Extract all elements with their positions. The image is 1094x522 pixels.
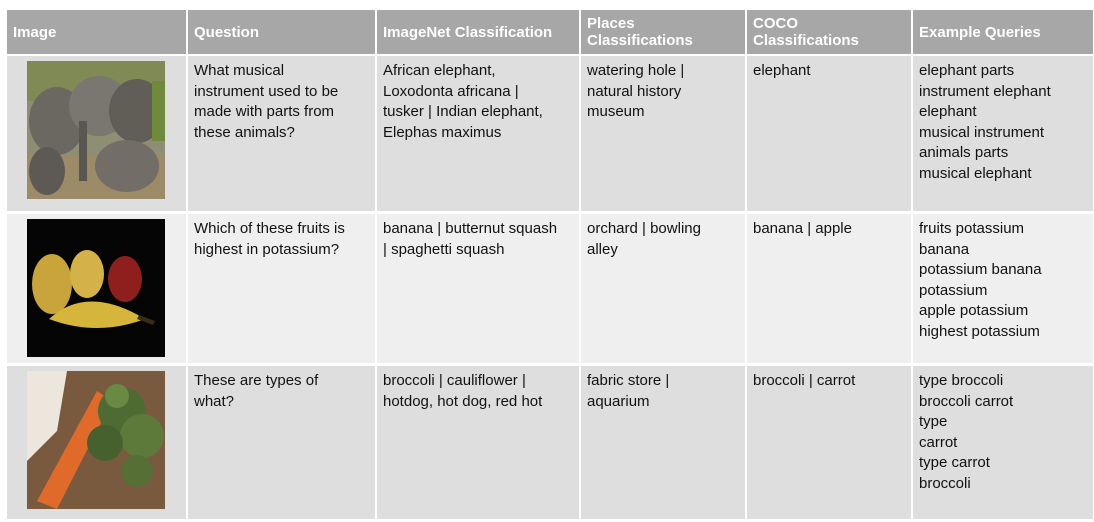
question-cell: [188, 366, 375, 522]
question-line: instrument used to be: [194, 82, 339, 100]
broccoli-photo: [27, 371, 165, 509]
places-line: orchard | bowling: [587, 220, 701, 237]
query-line: highest potassium: [919, 322, 1040, 340]
places-cell: [581, 56, 745, 214]
header-places: Places Classifications: [581, 10, 745, 56]
question-cell: [188, 214, 375, 366]
imagenet-line: African elephant,: [383, 62, 496, 79]
query-line: type carrot: [919, 454, 990, 471]
places-line: fabric store |: [587, 372, 670, 389]
queries-cell: [913, 214, 1093, 366]
imagenet-line: hotdog, hot dog, red hot: [383, 392, 543, 410]
places-line: museum: [587, 103, 645, 120]
table-row: [7, 56, 1093, 214]
coco-cell: [747, 366, 911, 522]
elephant-photo: [27, 61, 165, 199]
table-row: [7, 214, 1093, 366]
places-cell: [581, 214, 745, 366]
query-line: banana: [919, 240, 970, 258]
question-line: These are types of: [194, 372, 319, 389]
query-line: instrument elephant: [919, 82, 1051, 100]
query-line: fruits potassium: [919, 220, 1025, 237]
query-line: broccoli: [919, 474, 971, 492]
fruit-photo: [27, 219, 165, 357]
question-cell: [188, 56, 375, 214]
imagenet-line: broccoli | cauliflower |: [383, 372, 526, 389]
places-line: natural history: [587, 82, 682, 100]
image-cell: [7, 214, 186, 366]
imagenet-line: banana | butternut squash: [383, 220, 558, 237]
image-cell: [7, 366, 186, 522]
queries-cell: [913, 56, 1093, 214]
coco-line: banana | apple: [753, 220, 852, 237]
query-line: musical instrument: [919, 123, 1045, 141]
query-line: elephant parts: [919, 62, 1015, 79]
coco-line: elephant: [753, 62, 811, 79]
query-line: apple potassium: [919, 302, 1029, 319]
question-line: made with parts from: [194, 103, 335, 120]
table-row: [7, 366, 1093, 522]
query-line: elephant: [919, 103, 977, 120]
imagenet-line: tusker | Indian elephant,: [383, 103, 543, 120]
query-line: potassium: [919, 281, 988, 299]
query-line: type broccoli: [919, 372, 1004, 389]
question-line: these animals?: [194, 123, 295, 141]
query-line: carrot: [919, 433, 958, 451]
header-question: Question: [188, 10, 375, 56]
coco-cell: [747, 214, 911, 366]
question-line: what?: [194, 392, 235, 410]
header-image: Image: [7, 10, 186, 56]
query-line: potassium banana: [919, 261, 1042, 278]
header-coco: COCO Classifications: [747, 10, 911, 56]
queries-cell: [913, 366, 1093, 522]
imagenet-cell: [377, 366, 579, 522]
header-row: [7, 10, 1093, 56]
imagenet-cell: [377, 214, 579, 366]
imagenet-line: Elephas maximus: [383, 123, 502, 141]
query-line: animals parts: [919, 144, 1009, 161]
imagenet-line: Loxodonta africana |: [383, 82, 519, 100]
query-line: broccoli carrot: [919, 392, 1014, 410]
comparison-table: [6, 10, 1088, 522]
places-cell: [581, 366, 745, 522]
imagenet-cell: [377, 56, 579, 214]
coco-cell: [747, 56, 911, 214]
question-line: What musical: [194, 62, 285, 79]
places-line: watering hole |: [587, 62, 685, 79]
header-imagenet: ImageNet Classification: [377, 10, 579, 56]
places-line: alley: [587, 240, 618, 258]
question-line: Which of these fruits is: [194, 220, 345, 237]
query-line: type: [919, 413, 948, 430]
question-line: highest in potassium?: [194, 240, 340, 258]
imagenet-line: | spaghetti squash: [383, 240, 505, 258]
image-cell: [7, 56, 186, 214]
places-line: aquarium: [587, 392, 650, 410]
header-queries: Example Queries: [913, 10, 1093, 56]
query-line: musical elephant: [919, 164, 1032, 182]
coco-line: broccoli | carrot: [753, 372, 856, 389]
